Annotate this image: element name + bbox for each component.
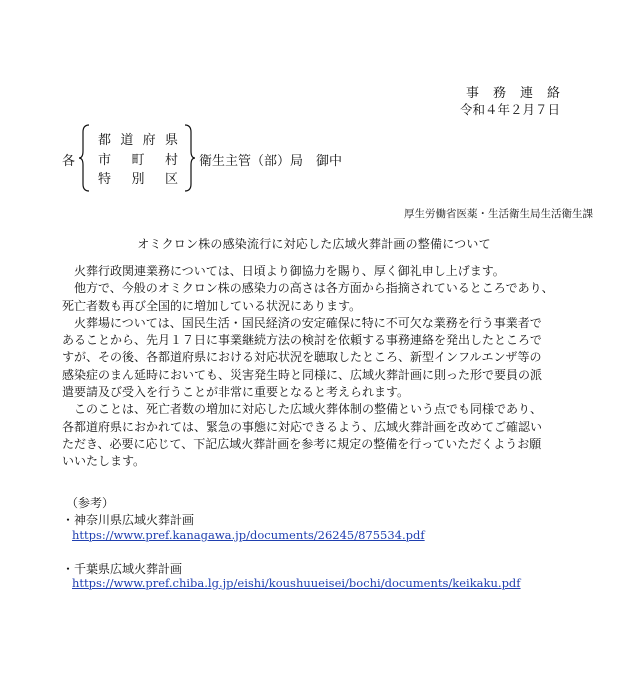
notice-date: 令和４年２月７日 (460, 102, 561, 117)
right-brace-icon (184, 124, 196, 192)
left-brace-icon (78, 124, 90, 192)
addressee-line-prefectures: 都道府県 (98, 133, 178, 148)
addressee-suffix: 衛生主管（部）局 御中 (199, 154, 343, 169)
body-line: すが、その後、各都道府県における対応状況を聴取したところ、新型インフルエンザ等の (62, 350, 542, 365)
sender-department: 厚生労働省医薬・生活衛生局生活衛生課 (404, 208, 593, 220)
body-line: 遣要請及び受入を行うことが非常に重要となると考えられます。 (62, 385, 410, 400)
body-line: 火葬行政関連業務については、日頃より御協力を賜り、厚く御礼申し上げます。 (62, 264, 505, 278)
reference-heading: （参考） (66, 496, 115, 510)
addressee-line-special-wards: 特別区 (98, 172, 178, 187)
body-line: このことは、死亡者数の増加に対応した広域火葬体制の整備という点でも同様であり、 (62, 402, 543, 417)
body-line: あることから、先月１７日に事業継続方法の検討を依頼する事務連絡を発出したところで (62, 333, 542, 348)
reference-item-chiba: ・千葉県広域火葬計画 (62, 562, 183, 576)
addressee-line-municipalities: 市町村 (98, 153, 178, 168)
reference-link-chiba[interactable]: https://www.pref.chiba.lg.jp/eishi/koushuueisei/bochi/documents/keikaku.pdf (72, 576, 521, 590)
body-line: 火葬場については、国民生活・国民経済の安定確保に特に不可欠な業務を行う事業者で (62, 315, 542, 330)
body-line: 各都道府県におかれては、緊急の事態に対応できるよう、広域火葬計画を改めてご確認い (62, 419, 543, 434)
body-line: いいたします。 (62, 454, 146, 469)
body-line: 感染症のまん延時においても、災害発生時と同様に、広域火葬計画に則った形で要員の派 (62, 367, 543, 382)
body-line: 死亡者数も再び全国的に増加している状況にあります。 (62, 298, 362, 313)
body-text (62, 263, 582, 471)
document-title: オミクロン株の感染流行に対応した広域火葬計画の整備について (137, 237, 491, 251)
body-line: 他方で、今般のオミクロン株の感染力の高さは各方面から指摘されているところであり、 (62, 281, 554, 296)
body-line: ただき、必要に応じて、下記広域火葬計画を参考に規定の整備を行っていただくようお願 (62, 436, 542, 451)
addressee-prefix: 各 (62, 154, 76, 169)
reference-item-kanagawa: ・神奈川県広域火葬計画 (62, 513, 195, 527)
reference-link-kanagawa[interactable]: https://www.pref.kanagawa.jp/documents/26245/875534.pdf (72, 528, 425, 542)
notice-type-label: 事務連絡 (466, 86, 575, 101)
